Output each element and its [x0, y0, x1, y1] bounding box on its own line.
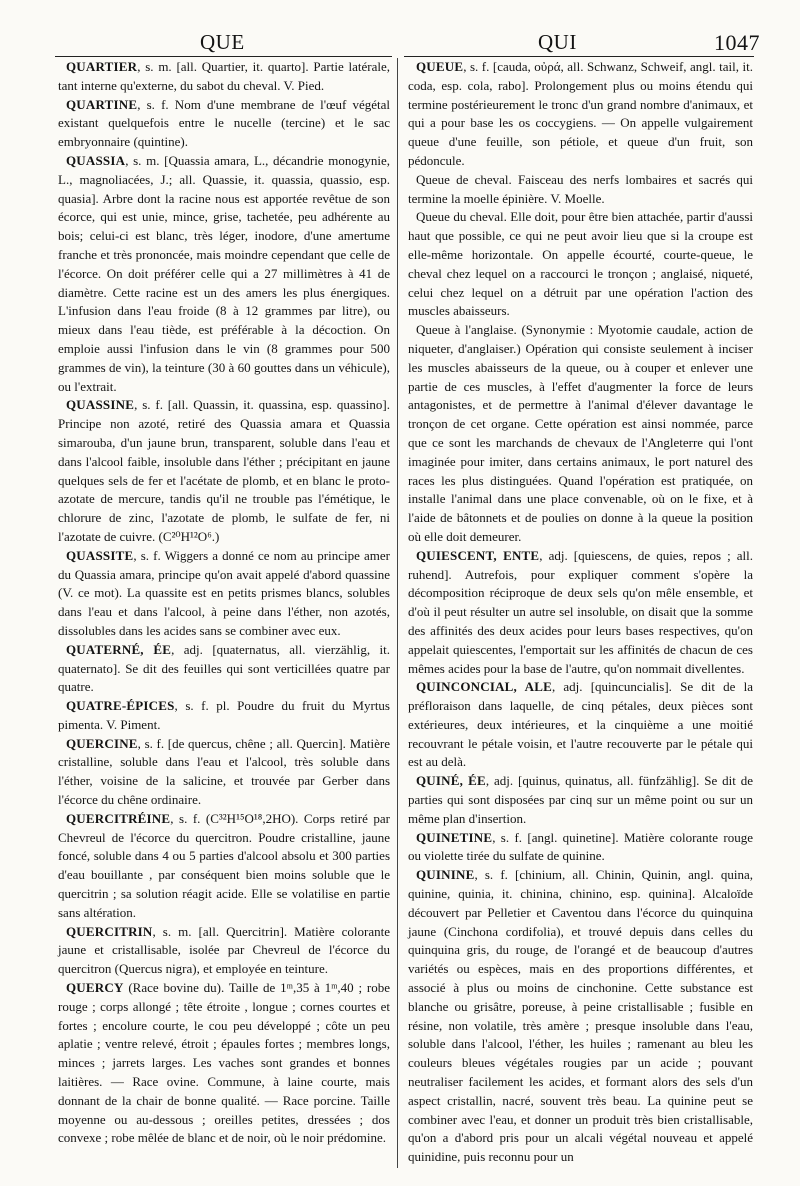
dictionary-entry [58, 810, 390, 923]
header-rule-left [55, 56, 392, 57]
entry-headword: QUERCITRÉINE [66, 810, 171, 826]
entry-headword: QUINÉ, ÉE [416, 773, 486, 789]
entry-text: (Race bovine du). Taille de 1ᵐ,35 à 1ᵐ,40 ; robe rouge ; corps allongé ; tête étroite , longue ; cornes courtes et fortes ; encolure courte, le cou peu développé ; côte un peu aplatie ; ventre relevé, étroit ; épaules fortes ; membres longs, minces ; jarrets larges. Les vaches sont grandes et bonnes laitières. — Race ovine. Commune, à laine courte, mais donnant de la chair de bonne qualité. — Race porcine. Taille moyenne ou au-dessous ; oreilles petites, dressées ; dos convexe ; robe mêlée de blanc et de noir, où le noir prédomine. [58, 980, 390, 1146]
entry-text: , s. m. [all. Quercitrin]. Matière colorante jaune et cristallisable, isolée par Chevreul de l'écorce du quercitron (Quercus nigra), et employée en teinture. [58, 923, 390, 977]
dictionary-entry [408, 829, 753, 867]
entry-text: , s. m. [all. Quartier, it. quarto]. Partie latérale, tant interne qu'externe, du sabot du cheval. V. Pied. [58, 59, 390, 93]
entry-text: , s. f. [cauda, οὐρά, all. Schwanz, Schweif, angl. tail, it. coda, esp. cola, rabo]. Prolongement plus ou moins étendu qui termine postérieurement le tronc d'un grand nombre d'animaux, et qui a pour base les os coccygiens. — On appelle vulgairement queue d'une feuille, son pétiole, et queue d'un fruit, son pédoncule. [408, 59, 753, 168]
entry-text: , s. f. [angl. quinetine]. Matière colorante rouge ou violette tirée du sulfate de quinine. [408, 829, 753, 864]
entry-text: , s. f. [all. Quassin, it. quassina, esp. quassino]. Principe non azoté, retiré des Quassia amara et Quassia simarouba, d'un jaune brun, transparent, soluble dans l'eau et dans l'alcool faible, insoluble dans l'éther ; précipitant en jaune quelques sels de fer et l'acétate de plomb, et en blanc le proto-azotate de mercure, tandis qu'il ne trouble pas l'émétique, le chlorure de zinc, l'azotate de plomb, le sulfate de fer, ni l'azotate de cuivre. (C²⁰H¹²O⁶.) [58, 397, 390, 544]
dictionary-entry [58, 396, 390, 546]
entry-text: , s. f. [chinium, all. Chinin, Quinin, angl. quina, quinine, quinia, it. chinina, chinino, esp. quinina]. Alcaloïde découvert par Pelletier et Caventou dans l'écorce du quinquina jaune (Cinchona cordifolia), et trouvé depuis dans celles du quinquina gris, du rouge, de l'orangé et de beaucoup d'autres variétés ou espèces, mais en des proportions différentes, et associé à plus ou moins de cinchonine. Cette substance est blanche ou grisâtre, poreuse, à peine cristallisable ; fusible en résine, non volatile, très amère ; presque insoluble dans l'eau, soluble dans l'alcool, l'éther, les huiles ; ramenant au bleu les couleurs bleues végétales rougies par un acide ; pouvant neutraliser facilement les acides, et formant alors des sels d'un aspect cristallin, nacré, souvent très beau. La quinine peut se combiner avec l'eau, et donner un produit très bien cristallisable, qu'on a d'abord pris pour un alcali végétal nouveau et appelé quinidine, puis reconnu pour un [408, 867, 753, 1165]
entry-text: , s. m. [Quassia amara, L., décandrie monogynie, L., magnoliacées, J.; all. Quassie, it. quassia, quassio, esp. quasia]. Arbre dont la racine nous est apportée revêtue de son écorce, qui est unie, mince, grise, tachetée, peu adhérente au bois; celui-ci est blanc, très léger, inodore, d'une amertume franche et très prononcée, mais moindre cependant que celle de l'écorce. On doit préférer celle qui a 27 millimètres à 41 de diamètre. Cette racine est un des amers les plus énergiques. L'infusion dans l'eau froide (8 à 12 grammes par litre), ou mieux dans l'eau tiède, est préférable à la décoction. On emploie aussi l'infusion dans le vin (8 grammes pour 500 grammes de vin), la teinture (30 à 60 gouttes dans un véhicule), ou l'extrait. [58, 152, 390, 394]
dictionary-subentry [408, 171, 753, 209]
dictionary-entry [58, 923, 390, 979]
entry-headword: QUERCINE [66, 735, 138, 751]
entry-headword: QUARTINE [66, 96, 138, 112]
entry-headword: QUINCONCIAL, ALE [416, 679, 552, 695]
entry-headword: QUASSITE [66, 547, 134, 563]
dictionary-entry [58, 152, 390, 396]
dictionary-entry [58, 547, 390, 641]
dictionary-entry [408, 772, 753, 828]
entry-headword: QUARTIER [66, 59, 138, 74]
entry-text: , adj. [quinus, quinatus, all. fünfzählig]. Se dit de parties qui sont disposées par cinq sur un même point ou sur un même plan d'insertion. [408, 773, 753, 826]
dictionary-subentry [408, 208, 753, 321]
column-divider [397, 58, 398, 1168]
entry-headword: QUASSINE [66, 397, 135, 413]
entry-text: , s. f. pl. Poudre du fruit du Myrtus pimenta. V. Piment. [58, 698, 390, 732]
dictionary-entry [58, 979, 390, 1148]
entry-headword: QUEUE [416, 59, 464, 74]
left-column [58, 58, 390, 1148]
entry-text: , adj. [quaternatus, all. vierzählig, it. quaternato]. Se dit des feuilles qui sont verticillées quatre par quatre. [58, 641, 390, 695]
dictionary-entry [58, 641, 390, 697]
right-column [408, 58, 753, 1167]
entry-headword: QUIESCENT, ENTE [416, 547, 540, 563]
dictionary-entry [58, 697, 390, 735]
entry-text: Queue à l'anglaise. (Synonymie : Myotomie caudale, action de niqueter, d'anglaiser.) Opération qui consiste seulement à inciser les muscles abaisseurs de la queue, ou à couper et enlever une partie de ces muscles, à l'effet d'augmenter la force de leurs antagonistes, et de permettre à l'animal d'élever davantage le tronçon de cet organe. Cette opération est ainsi nommée, parce que ce sont les marchands de chevaux de l'Angleterre qui l'ont imaginée pour imiter, dans certains animaux, le port naturel des races les plus distinguées. Quand l'opération est pratiquée, on installe l'animal dans une place convenable, où on le fixe, et à l'aide de bâtonnets et de poulies on donne à la queue la position où elle doit demeurer. [408, 322, 753, 544]
entry-headword: QUATRE-ÉPICES [66, 698, 175, 714]
entry-headword: QUERCITRIN [66, 923, 153, 939]
entry-text: , s. f. Nom d'une membrane de l'œuf végétal existant quelquefois entre le nucelle (tercine) et le sac embryonnaire (quintine). [58, 96, 390, 150]
entry-text: , s. f. Wiggers a donné ce nom au principe amer du Quassia amara, principe qu'on avait appelé d'abord quassine (V. ce mot). La quassite est en petits prismes blancs, solubles dans l'eau et dans l'alcool, à peine dans l'éther, non azotés, dissolubles dans les acides sans se combiner avec eux. [58, 547, 390, 638]
running-head-center: QUI [538, 30, 577, 54]
entry-text: Queue du cheval. Elle doit, pour être bien attachée, partir d'aussi haut que possible, ce qui ne peut avoir lieu que si la croupe est elle-même horizontale. On appelle écourté, courte-queue, le cheval chez lequel on a raccourci le tronçon ; anglaisé, niqueté, celui chez lequel on a détruit par une opération l'action des muscles abaisseurs. [408, 209, 753, 319]
dictionary-entry [408, 866, 753, 1167]
dictionary-entry [408, 678, 753, 772]
page-number: 1047 [714, 30, 760, 55]
dictionary-entry [58, 58, 390, 96]
dictionary-entry [408, 547, 753, 679]
entry-headword: QUATERNÉ, ÉE [66, 641, 172, 657]
entry-headword: QUININE [416, 867, 475, 883]
dictionary-entry [58, 96, 390, 152]
entry-text: , s. f. [de quercus, chêne ; all. Quercin]. Matière cristalline, soluble dans l'eau et l'alcool, très soluble dans l'éther, voisine de la salicine, et trouvée par Gerber dans l'écorce du chêne ordinaire. [58, 735, 390, 808]
entry-headword: QUERCY [66, 980, 124, 996]
header-rule-right [404, 56, 754, 57]
dictionary-entry [408, 58, 753, 171]
entry-text: , adj. [quiescens, de quies, repos ; all. ruhend]. Autrefois, pour expliquer comment s'opère la décomposition réciproque de deux sels qu'on mêle ensemble, et d'où il peut résulter un autre sel insoluble, on disait que la somme des affinités des deux acides pour leurs bases respectives, qu'on appelait quiescentes, l'emportait sur les affinités de chacun de ces mêmes acides pour la base de l'autre, qu'on nommait divellentes. [408, 547, 753, 676]
entry-text: Queue de cheval. Faisceau des nerfs lombaires et sacrés qui termine la moelle épinière. V. Moelle. [408, 171, 753, 206]
dictionary-subentry [408, 321, 753, 547]
entry-headword: QUINETINE [416, 829, 493, 845]
entry-text: , adj. [quincuncialis]. Se dit de la préfloraison dans laquelle, de cinq pétales, deux pièces sont extérieures, deux intérieures, et la cinquième a une moitié recouvrant le pétale voisin, et l'autre recouverte par le pétale qui est au delà. [408, 679, 753, 770]
dictionary-entry [58, 735, 390, 810]
entry-headword: QUASSIA [66, 152, 126, 168]
running-head-left: QUE [200, 30, 245, 54]
entry-text: , s. f. (C³²H¹⁵O¹⁸,2HO). Corps retiré par Chevreul de l'écorce du quercitron. Poudre cristalline, jaune foncé, soluble dans 4 ou 5 parties d'alcool absolu et 300 parties d'eau bouillante , par conséquent bien moins soluble que le quercitrin ; sa solution réagit acide. Elle se volatilise en partie sans altération. [58, 810, 390, 920]
